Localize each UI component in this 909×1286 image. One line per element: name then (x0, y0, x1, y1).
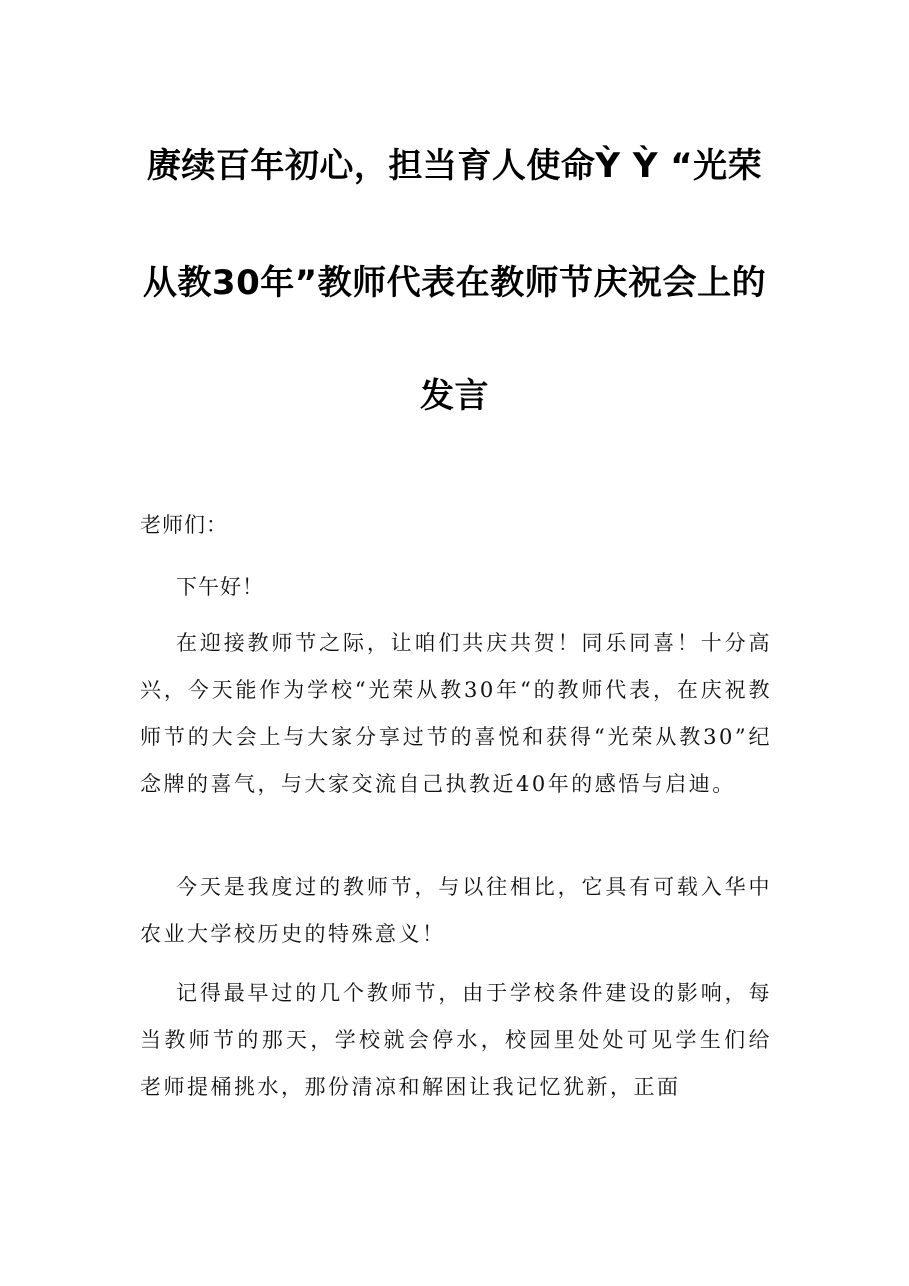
title-line-3: 发言 (420, 376, 489, 416)
title-line-2: 从教30年”教师代表在教师节庆祝会上的 (142, 263, 767, 303)
title-line-1: 赓续百年初心，担当育人使命Ỳ Ỳ “光荣 (146, 146, 763, 186)
paragraph-1: 在迎接教师节之际，让咱们共庆共贺！同乐同喜！十分高兴，今天能作为学校“光荣从教30年“的教师代表，在庆祝教师节的大会上与大家分享过节的喜悦和获得“光荣从教30”纪念牌的喜气，与大家交流自己执教近40年的感悟与启迪。 (140, 631, 772, 796)
greeting: 下午好！ (176, 575, 264, 599)
paragraph-3: 记得最早过的几个教师节，由于学校条件建设的影响，每当教师节的那天，学校就会停水，校园里处处可见学生们给老师提桶挑水，那份清凉和解困让我记忆犹新，正面 (140, 981, 772, 1099)
salutation: 老师们： (140, 513, 228, 537)
paragraph-2: 今天是我度过的教师节，与以往相比，它具有可载入华中农业大学校历史的特殊意义！ (140, 875, 772, 946)
